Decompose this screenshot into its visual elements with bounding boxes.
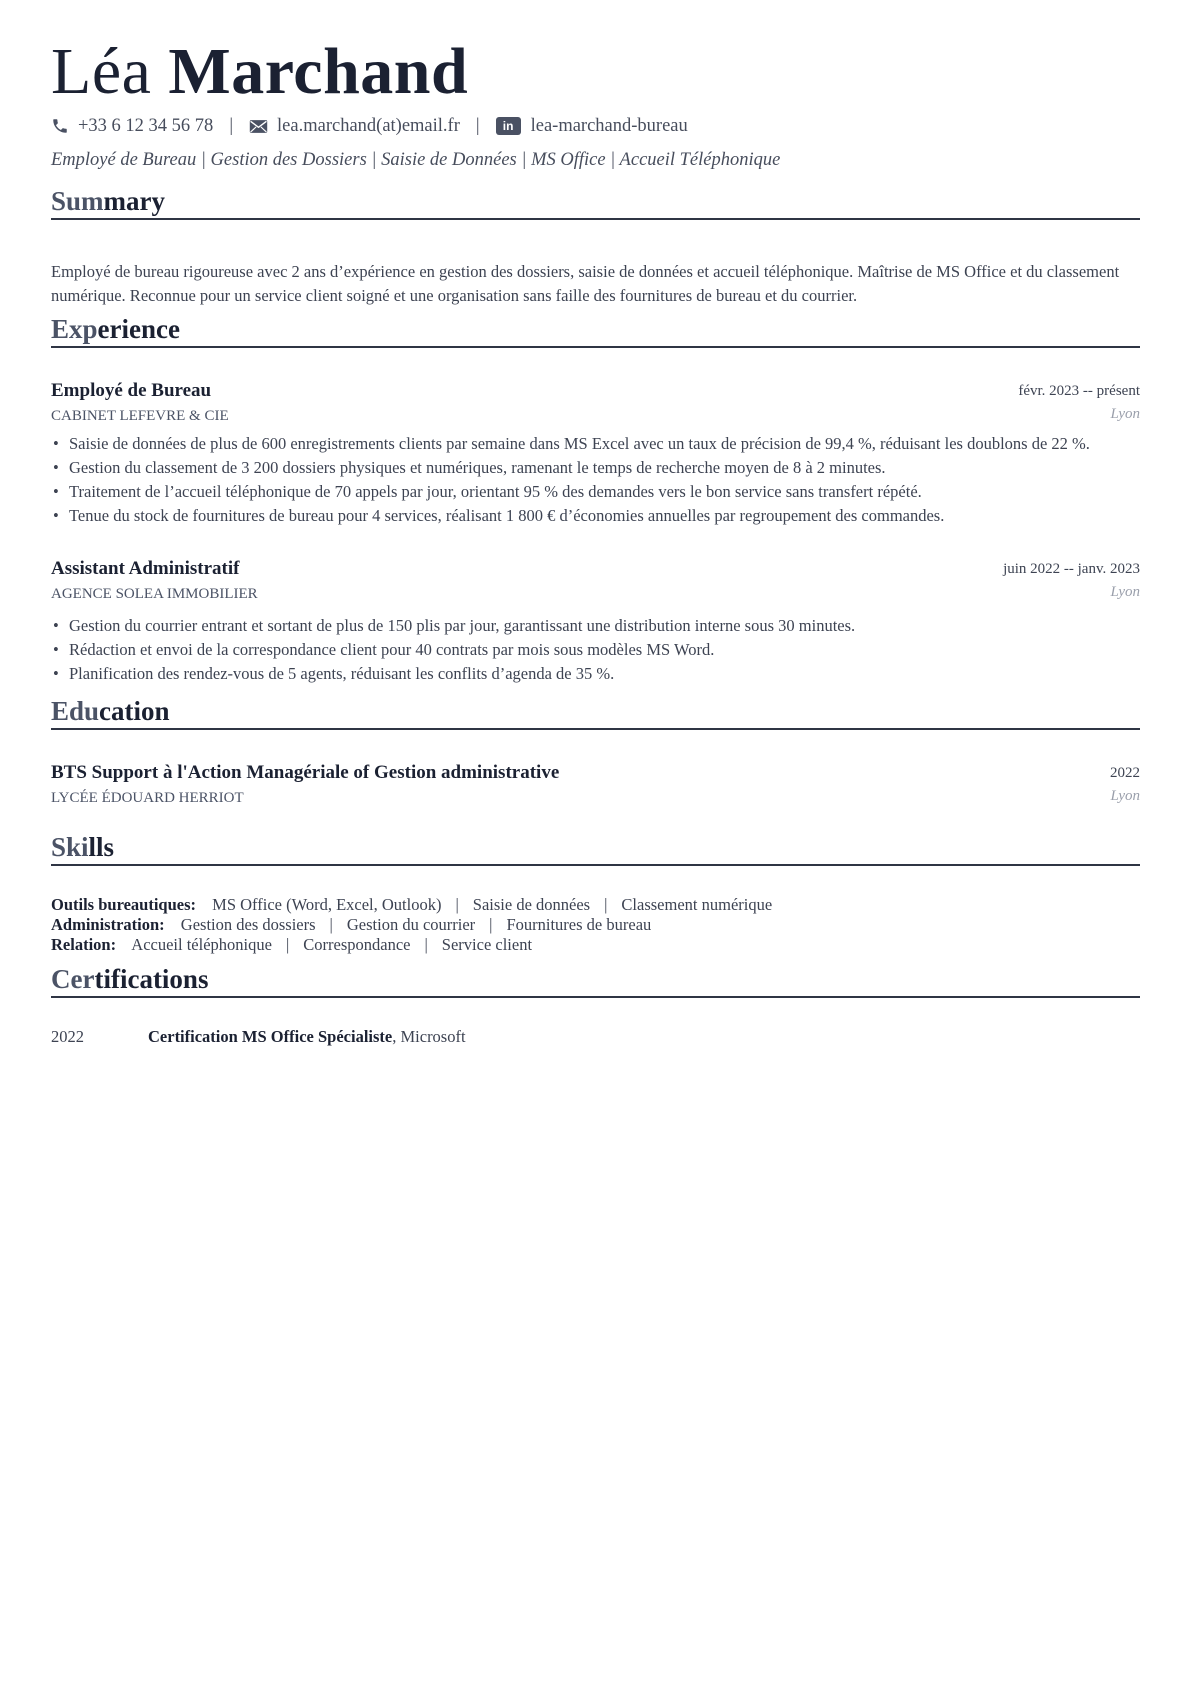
envelope-icon xyxy=(249,119,268,134)
skill-row: Administration: Gestion des dossiers | Gestion du courrier | Fournitures de bureau xyxy=(51,915,652,934)
skill-item: Accueil téléphonique xyxy=(131,935,272,954)
skill-category: Relation: xyxy=(51,935,117,954)
skill-item: Saisie de données xyxy=(472,895,591,914)
job-organization: CABINET LEFEVRE & CIE xyxy=(51,408,229,424)
job-bullet-list xyxy=(51,614,1140,686)
last-name: Marchand xyxy=(168,35,469,108)
skills-list xyxy=(51,895,1140,955)
job-title: Assistant Administratif xyxy=(51,558,240,579)
list-item: • Saisie de données de plus de 600 enregistrements clients par semaine dans MS Excel avec un taux de précision de 99,4 %, réduisant les doublons de 22 %. xyxy=(51,432,1140,456)
contact-separator: | xyxy=(475,115,480,136)
school-name: LYCÉE ÉDOUARD HERRIOT xyxy=(51,790,244,806)
job-location: Lyon xyxy=(1110,406,1140,422)
contact-separator: | xyxy=(229,115,234,136)
contact-email[interactable] xyxy=(249,116,460,137)
contact-linkedin[interactable] xyxy=(496,116,688,137)
section-title-experience: Experience xyxy=(51,312,1140,348)
certification-issuer: , Microsoft xyxy=(392,1027,466,1046)
certification-title: Certification MS Office Spécialiste xyxy=(148,1027,393,1046)
job-organization: AGENCE SOLEA IMMOBILIER xyxy=(51,586,258,602)
degree-title: BTS Support à l'Action Managériale of Gestion administrative xyxy=(51,762,560,783)
headline-tagline: Employé de Bureau | Gestion des Dossiers | Saisie de Données | MS Office | Accueil Téléphonique xyxy=(51,150,781,170)
degree-year: 2022 xyxy=(1110,765,1140,781)
certification-entry xyxy=(51,1027,1140,1047)
job-dates: févr. 2023 -- présent xyxy=(1018,383,1140,399)
candidate-name xyxy=(51,32,468,112)
contact-phone[interactable] xyxy=(51,116,213,137)
job-dates: juin 2022 -- janv. 2023 xyxy=(1003,561,1140,577)
skill-category: Outils bureautiques: xyxy=(51,895,197,914)
job-location: Lyon xyxy=(1110,584,1140,600)
section-title-summary: Summary xyxy=(51,184,1140,220)
list-item: • Planification des rendez-vous de 5 agents, réduisant les conflits d’agenda de 35 %. xyxy=(51,662,1140,686)
section-title-certifications: Certifications xyxy=(51,962,1140,998)
phone-number: +33 6 12 34 56 78 xyxy=(78,115,214,136)
section-title-education: Education xyxy=(51,694,1140,730)
school-location: Lyon xyxy=(1110,788,1140,804)
certification-year: 2022 xyxy=(51,1027,84,1046)
skill-item: MS Office (Word, Excel, Outlook) xyxy=(212,895,442,914)
linkedin-handle: lea-marchand-bureau xyxy=(530,115,688,136)
email-address: lea.marchand(at)email.fr xyxy=(277,115,460,136)
list-item: • Traitement de l’accueil téléphonique de 70 appels par jour, orientant 95 % des demandes vers le bon service sans transfert répété. xyxy=(51,480,1140,504)
phone-icon xyxy=(51,117,69,135)
skill-item: Gestion du courrier xyxy=(346,915,476,934)
first-name: Léa xyxy=(51,35,152,108)
list-item: • Gestion du classement de 3 200 dossiers physiques et numériques, ramenant le temps de recherche moyen de 8 à 2 minutes. xyxy=(51,456,1140,480)
list-item: • Tenue du stock de fournitures de bureau pour 4 services, réalisant 1 800 € d’économies annuelles par regroupement des commandes. xyxy=(51,504,1140,528)
job-bullet-list xyxy=(51,432,1140,528)
job-title: Employé de Bureau xyxy=(51,380,212,401)
skill-category: Administration: xyxy=(51,915,165,934)
skill-item: Classement numérique xyxy=(621,895,773,914)
skill-row: Outils bureautiques: MS Office (Word, Excel, Outlook) | Saisie de données | Classement numérique xyxy=(51,895,773,914)
list-item: • Gestion du courrier entrant et sortant de plus de 150 plis par jour, garantissant une distribution interne sous 30 minutes. xyxy=(51,614,1140,638)
skill-item: Gestion des dossiers xyxy=(180,915,316,934)
list-item: • Rédaction et envoi de la correspondance client pour 40 contrats par mois sous modèles MS Word. xyxy=(51,638,1140,662)
section-title-skills: Skills xyxy=(51,830,1140,866)
contact-bar xyxy=(51,112,688,140)
skill-row: Relation: Accueil téléphonique | Correspondance | Service client xyxy=(51,935,533,954)
skill-item: Service client xyxy=(441,935,533,954)
skill-item: Correspondance xyxy=(303,935,411,954)
summary-text: Employé de bureau rigoureuse avec 2 ans d’expérience en gestion des dossiers, saisie de données et accueil téléphonique. Maîtrise de MS Office et du classement numérique. Reconnue pour un service client soigné et une organisation sans faille des fournitures de bureau et du courrier. xyxy=(51,262,1120,305)
skill-item: Fournitures de bureau xyxy=(506,915,652,934)
linkedin-icon: in xyxy=(496,117,521,135)
